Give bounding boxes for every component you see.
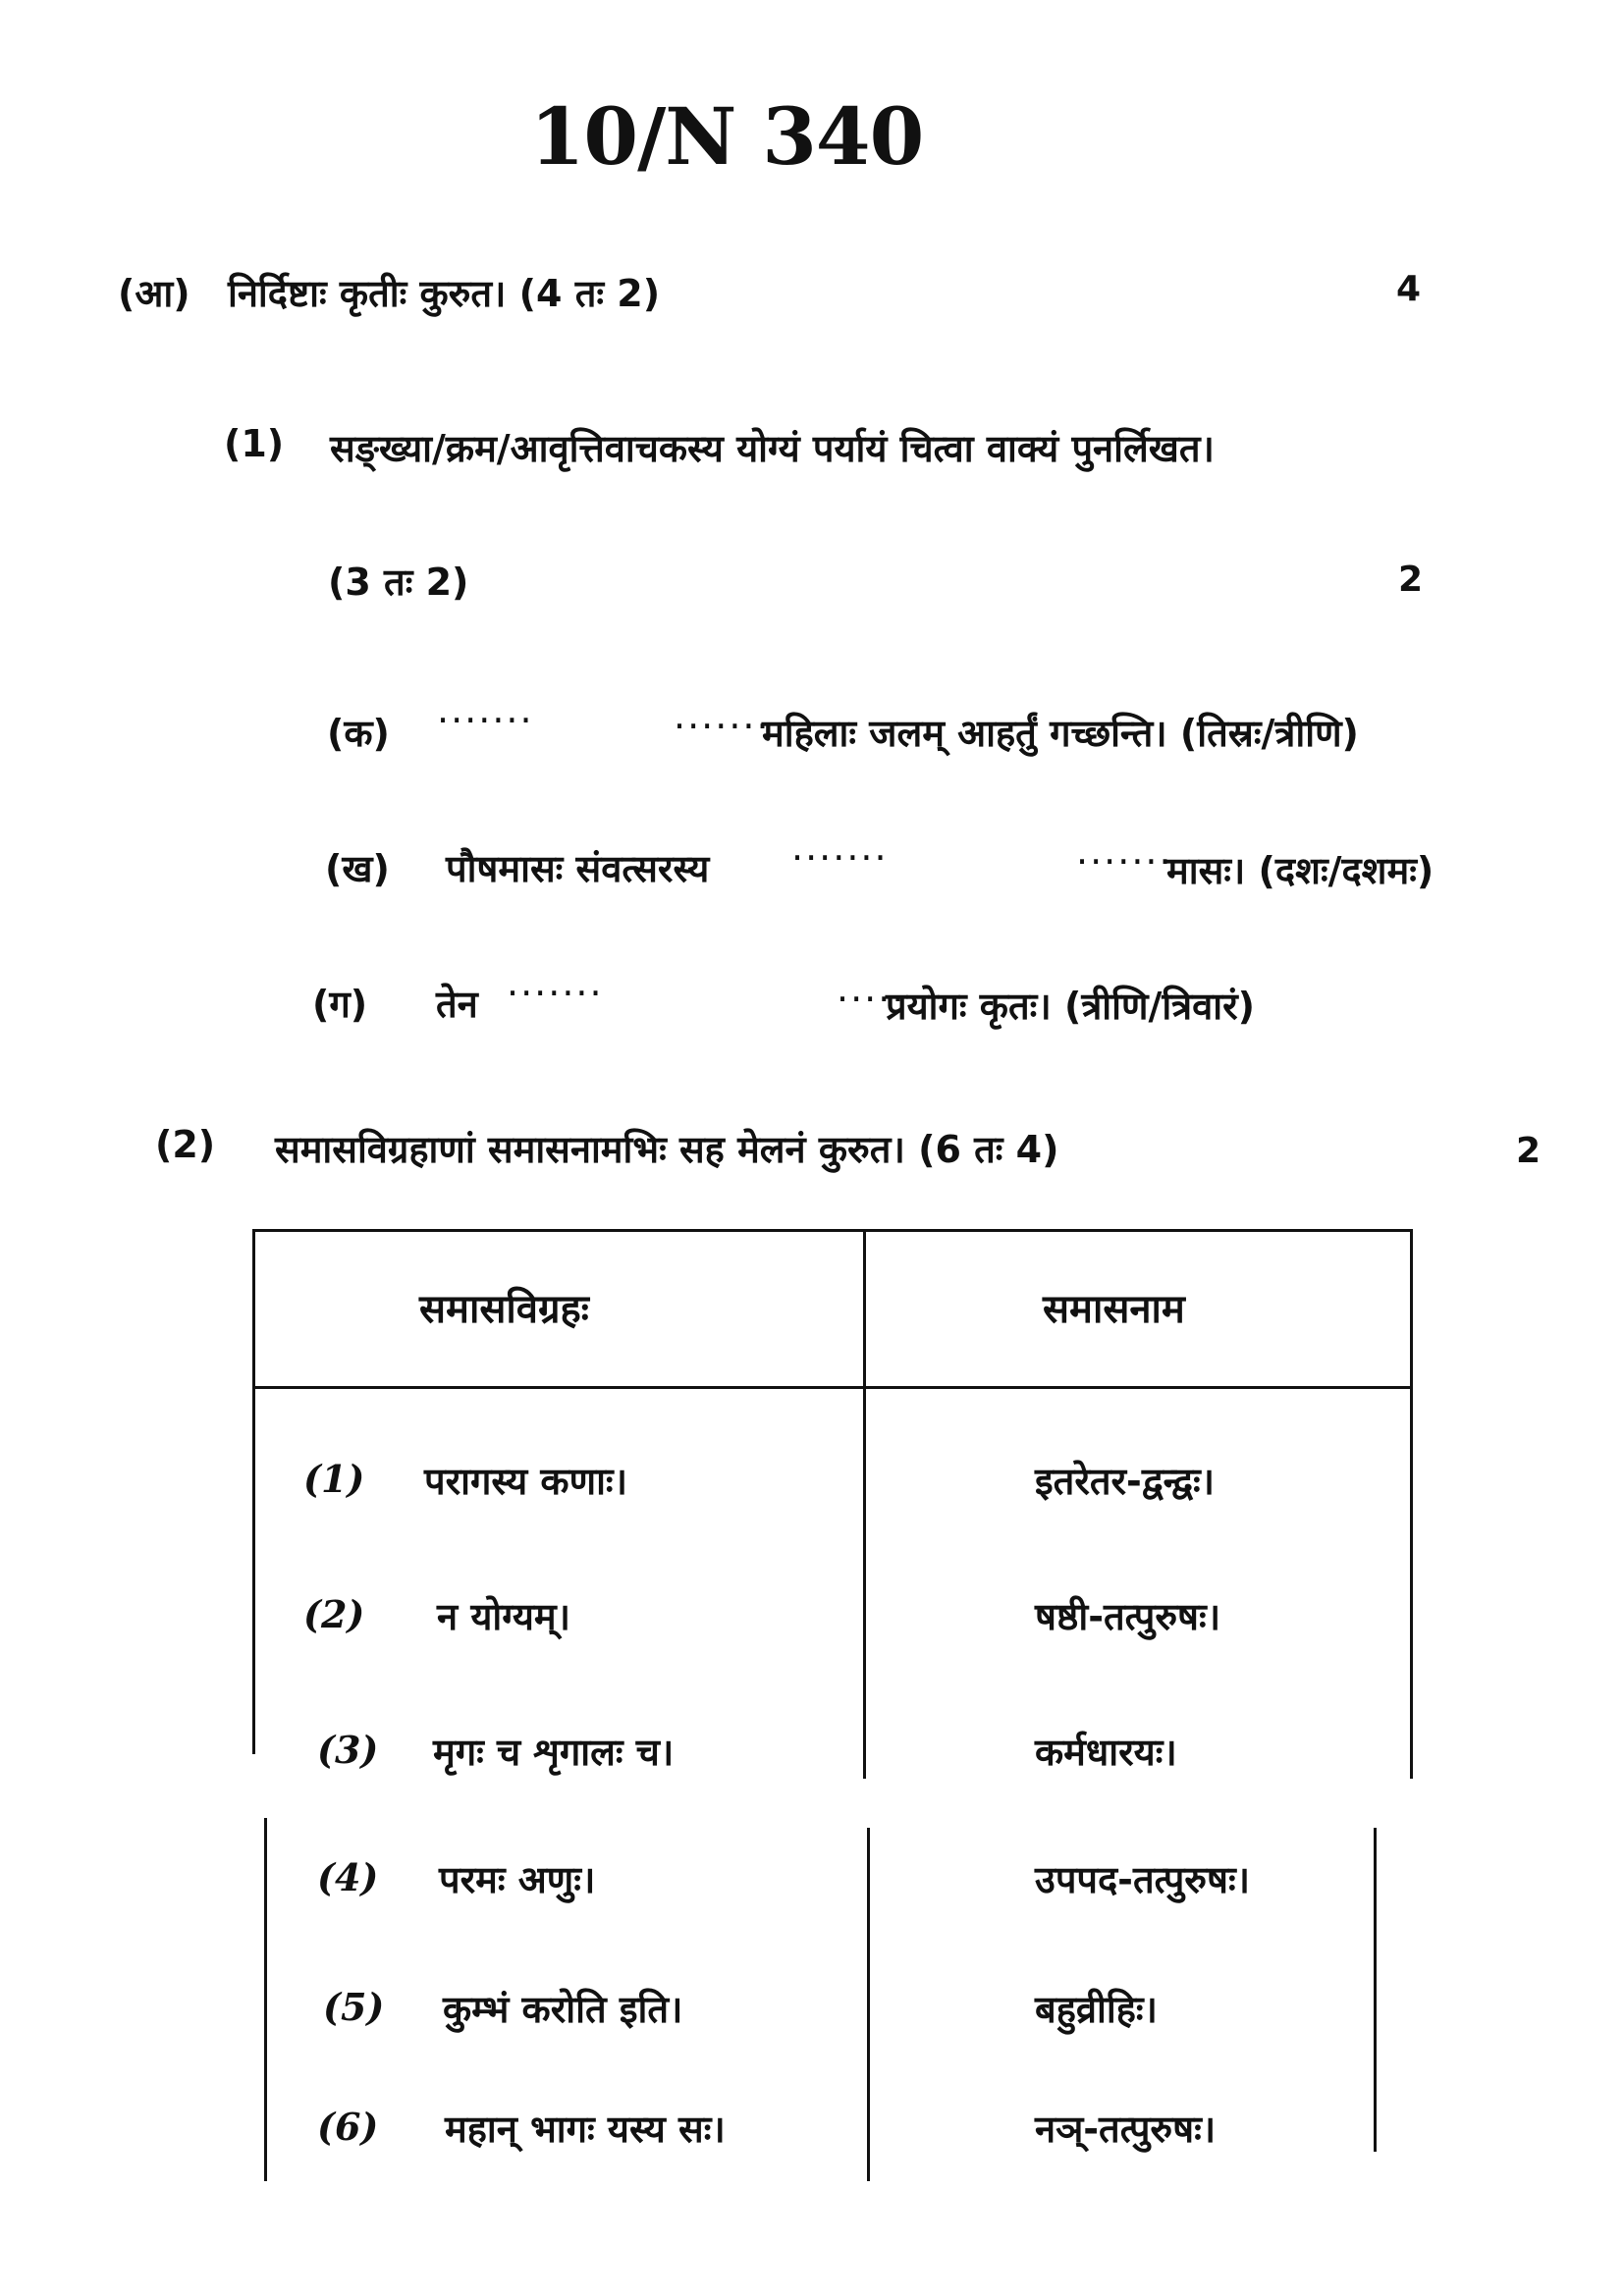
section-label: (आ) — [118, 272, 190, 315]
blank-dots: ······· — [507, 972, 604, 1015]
row-number: (6) — [317, 2105, 379, 2149]
naam-cell: षष्ठी-तत्पुरुषः। — [1035, 1595, 1221, 1638]
table-header-divider — [255, 1386, 1410, 1389]
section-instruction: निर्दिष्टाः कृतीः कुरुत। (4 तः 2) — [228, 272, 661, 315]
row-number: (3) — [317, 1728, 379, 1772]
table-border-right — [1374, 1828, 1377, 2152]
q1-item-text: महिलाः जलम् आहर्तुं गच्छन्ति। (तिस्रः/त्रीणि) — [762, 712, 1359, 755]
naam-cell: कर्मधारयः। — [1035, 1731, 1177, 1774]
blank-dots: ······· — [437, 699, 534, 742]
q2-marks: 2 — [1516, 1131, 1542, 1171]
q1-label: (1) — [224, 422, 285, 465]
section-marks: 4 — [1396, 269, 1422, 309]
table-header-naam: समासनाम — [1043, 1287, 1185, 1332]
q1-item-text: प्रयोगः कृतः। (त्रीणि/त्रिवारं) — [886, 985, 1256, 1028]
row-number: (1) — [303, 1457, 365, 1501]
row-number: (2) — [303, 1592, 365, 1636]
table-border-left — [252, 1229, 255, 1754]
q1-choice: (3 तः 2) — [328, 561, 469, 604]
table-border-right — [1410, 1229, 1413, 1779]
samasa-table — [252, 1229, 1413, 2181]
q1-item-text: मासः। (दशः/दशमः) — [1166, 849, 1435, 892]
table-header-vigraha: समासविग्रहः — [419, 1287, 589, 1332]
q1-instruction: सङ्ख्या/क्रम/आवृत्तिवाचकस्य योग्यं पर्यायं चित्वा वाक्यं पुनर्लिखत। — [330, 427, 1215, 470]
naam-cell: बहुव्रीहिः। — [1035, 1988, 1158, 2031]
table-border-top — [252, 1229, 1413, 1232]
blank-dots: ······· — [791, 836, 889, 880]
vigraha-cell: कुम्भं करोति इति। — [443, 1988, 683, 2031]
q1-item-label: (क) — [327, 712, 390, 755]
q2-label: (2) — [155, 1123, 216, 1166]
blank-dots: ····· — [837, 978, 906, 1021]
row-number: (4) — [317, 1855, 379, 1899]
paper-code: 10/N 340 — [529, 90, 924, 183]
q1-marks: 2 — [1398, 560, 1424, 600]
naam-cell: नञ्-तत्पुरुषः। — [1035, 2108, 1217, 2151]
q1-item-label: (ख) — [325, 847, 390, 890]
q1-item-text: पौषमासः संवत्सरस्य — [446, 847, 710, 890]
q2-instruction: समासविग्रहाणां समासनामभिः सह मेलनं कुरुत। (6 तः 4) — [275, 1128, 1059, 1171]
table-column-divider — [863, 1229, 866, 1779]
table-border-left — [264, 1818, 267, 2181]
vigraha-cell: मृगः च शृगालः च। — [433, 1731, 675, 1774]
q1-item-text: तेन — [436, 983, 478, 1026]
table-column-divider — [867, 1828, 870, 2181]
naam-cell: इतरेतर-द्वन्द्वः। — [1035, 1460, 1216, 1503]
vigraha-cell: महान् भागः यस्य सः। — [445, 2108, 726, 2151]
q1-item-label: (ग) — [312, 983, 368, 1026]
vigraha-cell: न योग्यम्। — [437, 1595, 571, 1638]
blank-dots: ······· — [674, 705, 771, 748]
vigraha-cell: परागस्य कणाः। — [424, 1460, 627, 1503]
vigraha-cell: परमः अणुः। — [439, 1858, 596, 1901]
blank-dots: ······· — [1076, 840, 1173, 883]
row-number: (5) — [323, 1985, 385, 2029]
naam-cell: उपपद-तत्पुरुषः। — [1035, 1858, 1251, 1901]
